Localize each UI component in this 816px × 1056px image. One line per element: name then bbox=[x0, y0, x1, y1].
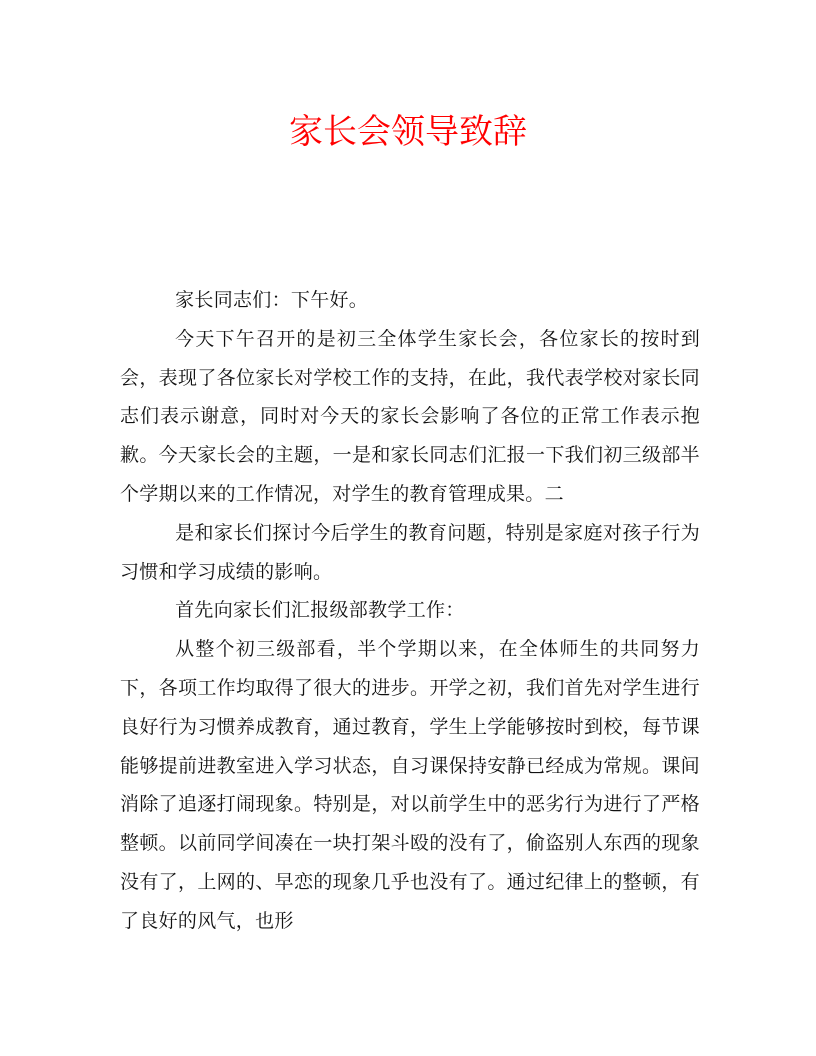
paragraph-report-body: 从整个初三级部看，半个学期以来，在全体师生的共同努力下，各项工作均取得了很大的进步。开学之初，我们首先对学生进行良好行为习惯养成教育，通过教育，学生上学能够按时到校，每节课能够提前进教室进入学习状态，自习课保持安静已经成为常规。课间消除了追逐打闹现象。特别是，对以前学生中的恶劣行为进行了严格整顿。以前同学间凑在一块打架斗殴的没有了，偷盗别人东西的现象没有了，上网的、早恋的现象几乎也没有了。通过纪律上的整顿，有了良好的风气，也形 bbox=[120, 638, 700, 932]
paragraph-report-intro: 首先向家长们汇报级部教学工作： bbox=[175, 599, 465, 622]
paragraph-greeting: 家长同志们：下午好。 bbox=[175, 289, 369, 311]
paragraph-topic-two: 是和家长们探讨今后学生的教育问题，特别是家庭对孩子行为习惯和学习成绩的影响。 bbox=[120, 521, 700, 583]
document-title: 家长会领导致辞 bbox=[289, 112, 527, 152]
document-body bbox=[120, 281, 700, 941]
paragraph-opening: 今天下午召开的是初三全体学生家长会，各位家长的按时到会，表现了各位家长对学校工作的支持，在此，我代表学校对家长同志们表示谢意，同时对今天的家长会影响了各位的正常工作表示抱歉。今天家长会的主题，一是和家长同志们汇报一下我们初三级部半个学期以来的工作情况，对学生的教育管理成果。二 bbox=[120, 327, 700, 505]
